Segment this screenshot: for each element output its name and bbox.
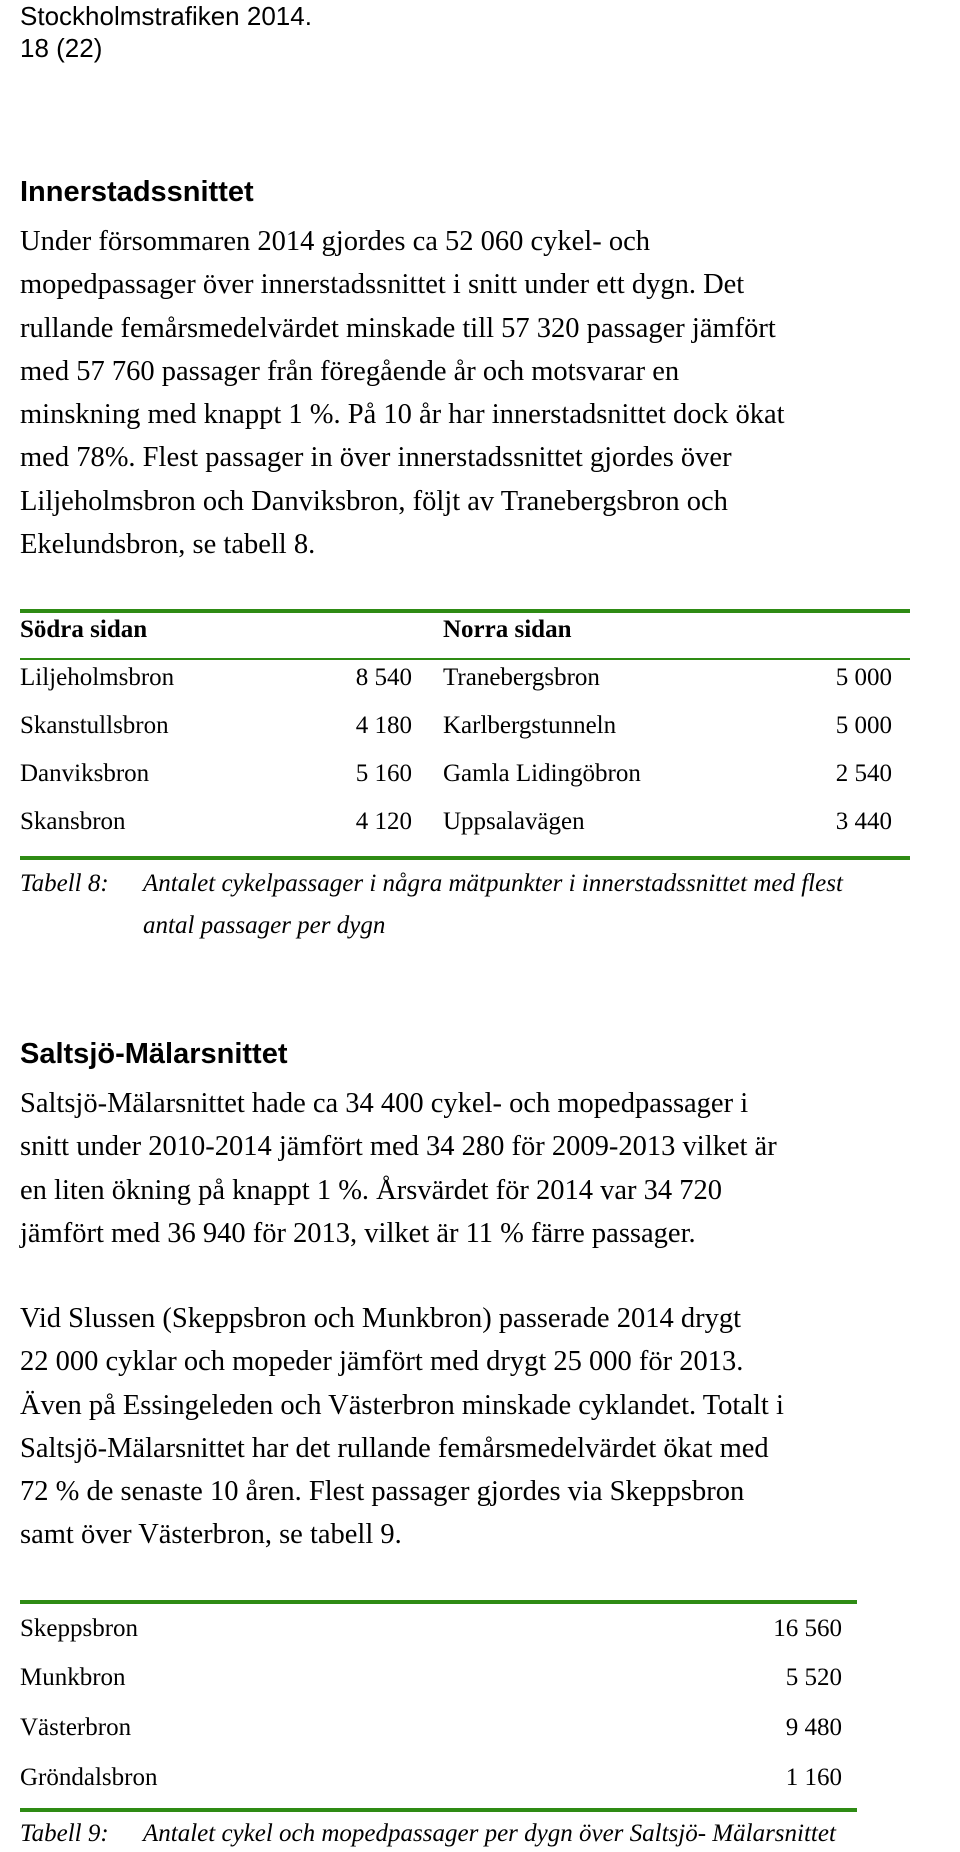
page-header — [20, 0, 312, 64]
document-title: Stockholmstrafiken 2014. — [20, 1, 312, 31]
south-bridge-value: 5 160 — [355, 760, 412, 787]
text-line: Ekelundsbron, se tabell 8. — [20, 529, 316, 561]
bridge-name: Munkbron — [20, 1664, 126, 1691]
text-line: med 57 760 passager från föregående år och motsvarar en — [20, 355, 680, 387]
paragraph-innerstad — [20, 220, 960, 566]
text-line: Saltsjö-Mälarsnittet har det rullande femårsmedelvärdet ökat med — [20, 1432, 769, 1464]
north-bridge-name: Gamla Lidingöbron — [443, 760, 641, 787]
table-header-rule — [20, 658, 910, 660]
text-line: med 78%. Flest passager in över innerstadssnittet gjordes över — [20, 442, 732, 474]
bridge-value: 5 520 — [785, 1664, 842, 1691]
table-caption-label: Tabell 8: — [20, 870, 109, 897]
north-bridge-name: Uppsalavägen — [443, 808, 585, 835]
text-line: rullande femårsmedelvärdet minskade till 57 320 passager jämfört — [20, 312, 776, 344]
text-line: Saltsjö-Mälarsnittet hade ca 34 400 cykel- och mopedpassager i — [20, 1088, 749, 1119]
section-heading-innerstad: Innerstadssnittet — [20, 176, 254, 208]
text-line: jämfört med 36 940 för 2013, vilket är 11 % färre passager. — [20, 1217, 696, 1249]
south-bridge-value: 4 120 — [355, 808, 412, 835]
paragraph-saltsjo-2 — [20, 1297, 960, 1557]
bridge-value: 9 480 — [785, 1714, 842, 1741]
text-line: 22 000 cyklar och mopeder jämfört med drygt 25 000 för 2013. — [20, 1346, 744, 1378]
text-line: Vid Slussen (Skeppsbron och Munkbron) passerade 2014 drygt — [20, 1303, 741, 1334]
table-caption-text: Antalet cykelpassager i några mätpunkter i innerstadssnittet med flest — [143, 870, 843, 897]
bridge-name: Västerbron — [20, 1714, 132, 1741]
text-line: Även på Essingeleden och Västerbron minskade cyklandet. Totalt i — [20, 1389, 784, 1421]
text-line: Liljeholmsbron och Danviksbron, följt av Tranebergsbron och — [20, 485, 728, 517]
table-caption-label: Tabell 9: — [20, 1820, 109, 1847]
paragraph-saltsjo-1 — [20, 1082, 960, 1255]
table-bottom-rule — [20, 856, 910, 860]
bridge-value: 16 560 — [773, 1615, 842, 1642]
text-line: Under försommaren 2014 gjordes ca 52 060 cykel- och — [20, 226, 650, 257]
south-bridge-name: Danviksbron — [20, 760, 150, 787]
table-header-south: Södra sidan — [20, 616, 148, 643]
south-bridge-value: 8 540 — [355, 664, 412, 691]
table-top-rule — [20, 1600, 857, 1604]
table-bottom-rule — [20, 1808, 857, 1812]
north-bridge-value: 3 440 — [835, 808, 892, 835]
text-line: minskning med knappt 1 %. På 10 år har innerstadsnittet dock ökat — [20, 399, 785, 431]
text-line: snitt under 2010-2014 jämfört med 34 280 för 2009-2013 vilket är — [20, 1131, 777, 1163]
table-caption-text: antal passager per dygn — [143, 912, 386, 939]
table-header-north: Norra sidan — [443, 616, 572, 643]
text-line: en liten ökning på knappt 1 %. Årsvärdet för 2014 var 34 720 — [20, 1174, 723, 1206]
south-bridge-value: 4 180 — [355, 712, 412, 739]
north-bridge-name: Karlbergstunneln — [443, 712, 617, 739]
text-line: 72 % de senaste 10 åren. Flest passager gjordes via Skeppsbron — [20, 1476, 745, 1508]
table-top-rule — [20, 609, 910, 613]
south-bridge-name: Skansbron — [20, 808, 126, 835]
north-bridge-name: Tranebergsbron — [443, 664, 600, 691]
north-bridge-value: 5 000 — [835, 664, 892, 691]
text-line: samt över Västerbron, se tabell 9. — [20, 1519, 402, 1551]
south-bridge-name: Skanstullsbron — [20, 712, 169, 739]
bridge-value: 1 160 — [785, 1764, 842, 1791]
north-bridge-value: 5 000 — [835, 712, 892, 739]
page-number: 18 (22) — [20, 33, 103, 63]
bridge-name: Skeppsbron — [20, 1615, 139, 1642]
bridge-name: Gröndalsbron — [20, 1764, 158, 1791]
north-bridge-value: 2 540 — [835, 760, 892, 787]
text-line: mopedpassager över innerstadssnittet i snitt under ett dygn. Det — [20, 269, 745, 301]
south-bridge-name: Liljeholmsbron — [20, 664, 175, 691]
section-heading-saltsjo: Saltsjö-Mälarsnittet — [20, 1038, 288, 1070]
table-caption-text: Antalet cykel och mopedpassager per dygn över Saltsjö- Mälarsnittet — [143, 1820, 836, 1847]
